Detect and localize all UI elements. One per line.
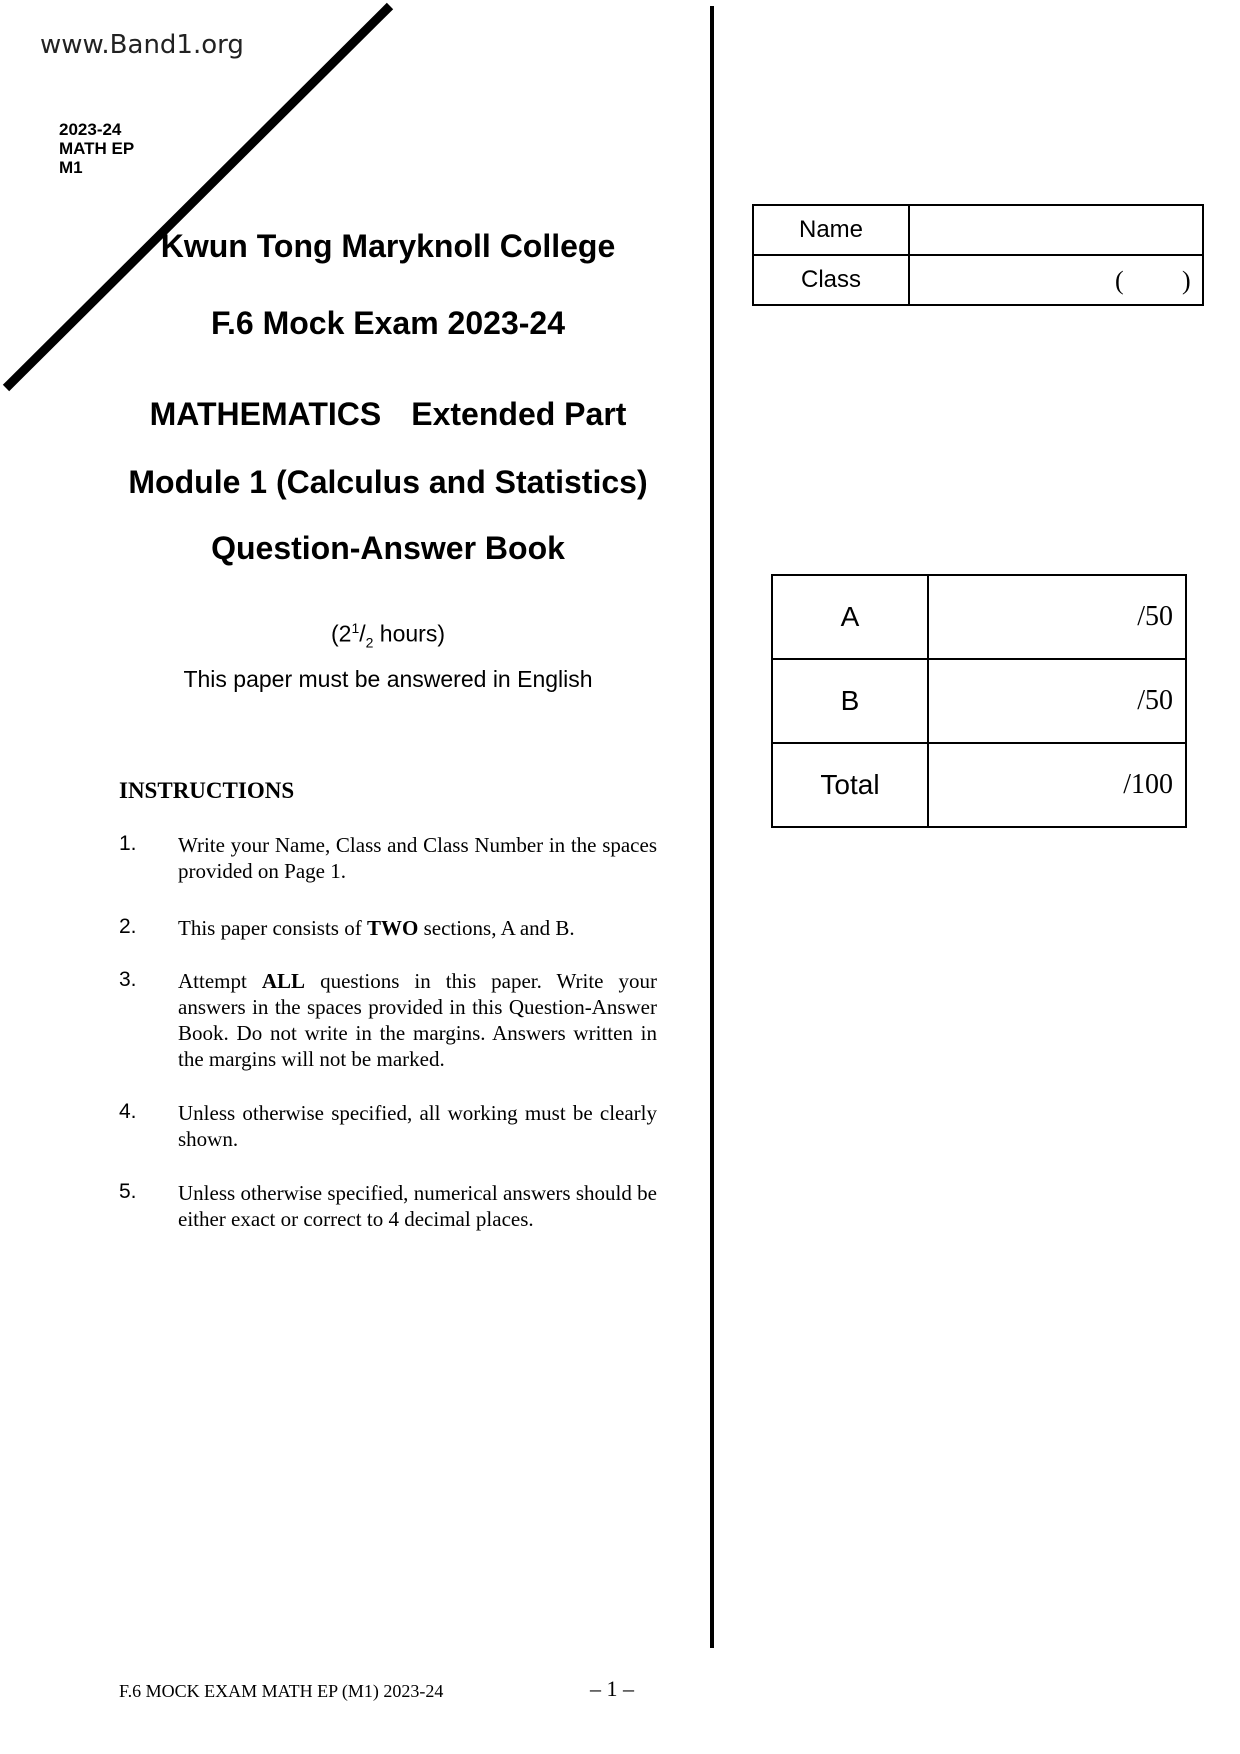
school-name: Kwun Tong Maryknoll College	[160, 228, 616, 264]
exam-duration: ($2^1/_2$ hours)	[330, 620, 446, 651]
instruction-text: This paper consists of TWO sections, A and B.	[178, 916, 575, 940]
score-row-a	[772, 575, 1186, 659]
book-title: Question-Answer Book	[211, 530, 565, 566]
class-label: Class	[753, 255, 909, 305]
instruction-number: 1.	[119, 832, 137, 855]
language-note: This paper must be answered in English	[183, 666, 593, 692]
paper-code-module: M1	[59, 158, 83, 177]
instruction-number: 3.	[119, 968, 137, 991]
instruction-text: Write your Name, Class and Class Number in the spaces provided on Page 1.	[178, 833, 657, 883]
paper-code-subject: MATH EP	[59, 139, 135, 158]
score-table	[771, 574, 1187, 828]
subject-name: MATHEMATICS	[149, 396, 382, 432]
footer-paper-name: F.6 MOCK EXAM MATH EP (M1) 2023-24	[119, 1681, 444, 1701]
instruction-number: 4.	[119, 1100, 137, 1123]
score-label: Total	[772, 743, 928, 827]
class-field[interactable]	[909, 255, 1203, 305]
score-label: A	[772, 575, 928, 659]
page-number: – 1 –	[590, 1676, 634, 1701]
module-title: Module 1 (Calculus and Statistics)	[128, 464, 648, 500]
name-label: Name	[753, 205, 909, 255]
score-row-total	[772, 743, 1186, 827]
name-field[interactable]	[909, 205, 1203, 255]
score-max: /100	[928, 743, 1186, 827]
score-max: /50	[928, 659, 1186, 743]
subject-title	[0, 396, 776, 433]
instruction-text: Unless otherwise specified, numerical answers should be either exact or correct to 4 decimal places.	[178, 1181, 657, 1231]
instruction-number: 2.	[119, 915, 137, 938]
student-info-table	[752, 204, 1204, 306]
instruction-text: Unless otherwise specified, all working must be clearly shown.	[178, 1101, 657, 1151]
instructions-heading: INSTRUCTIONS	[119, 778, 295, 803]
subject-part: Extended Part	[411, 396, 627, 432]
exam-title: F.6 Mock Exam 2023-24	[211, 305, 565, 341]
instruction-number: 5.	[119, 1180, 137, 1203]
score-max: /50	[928, 575, 1186, 659]
class-number-paren-close: )	[1182, 266, 1191, 295]
score-row-b	[772, 659, 1186, 743]
paper-code-year: 2023-24	[59, 120, 122, 139]
instruction-text: Attempt ALL questions in this paper. Write your answers in the spaces provided in this Question-Answer Book. Do not write in the margins. Answers written in the margins will not be marked.	[178, 969, 657, 1071]
class-number-paren-open: (	[1115, 266, 1124, 295]
watermark-text: www.Band1.org	[40, 30, 244, 60]
score-label: B	[772, 659, 928, 743]
